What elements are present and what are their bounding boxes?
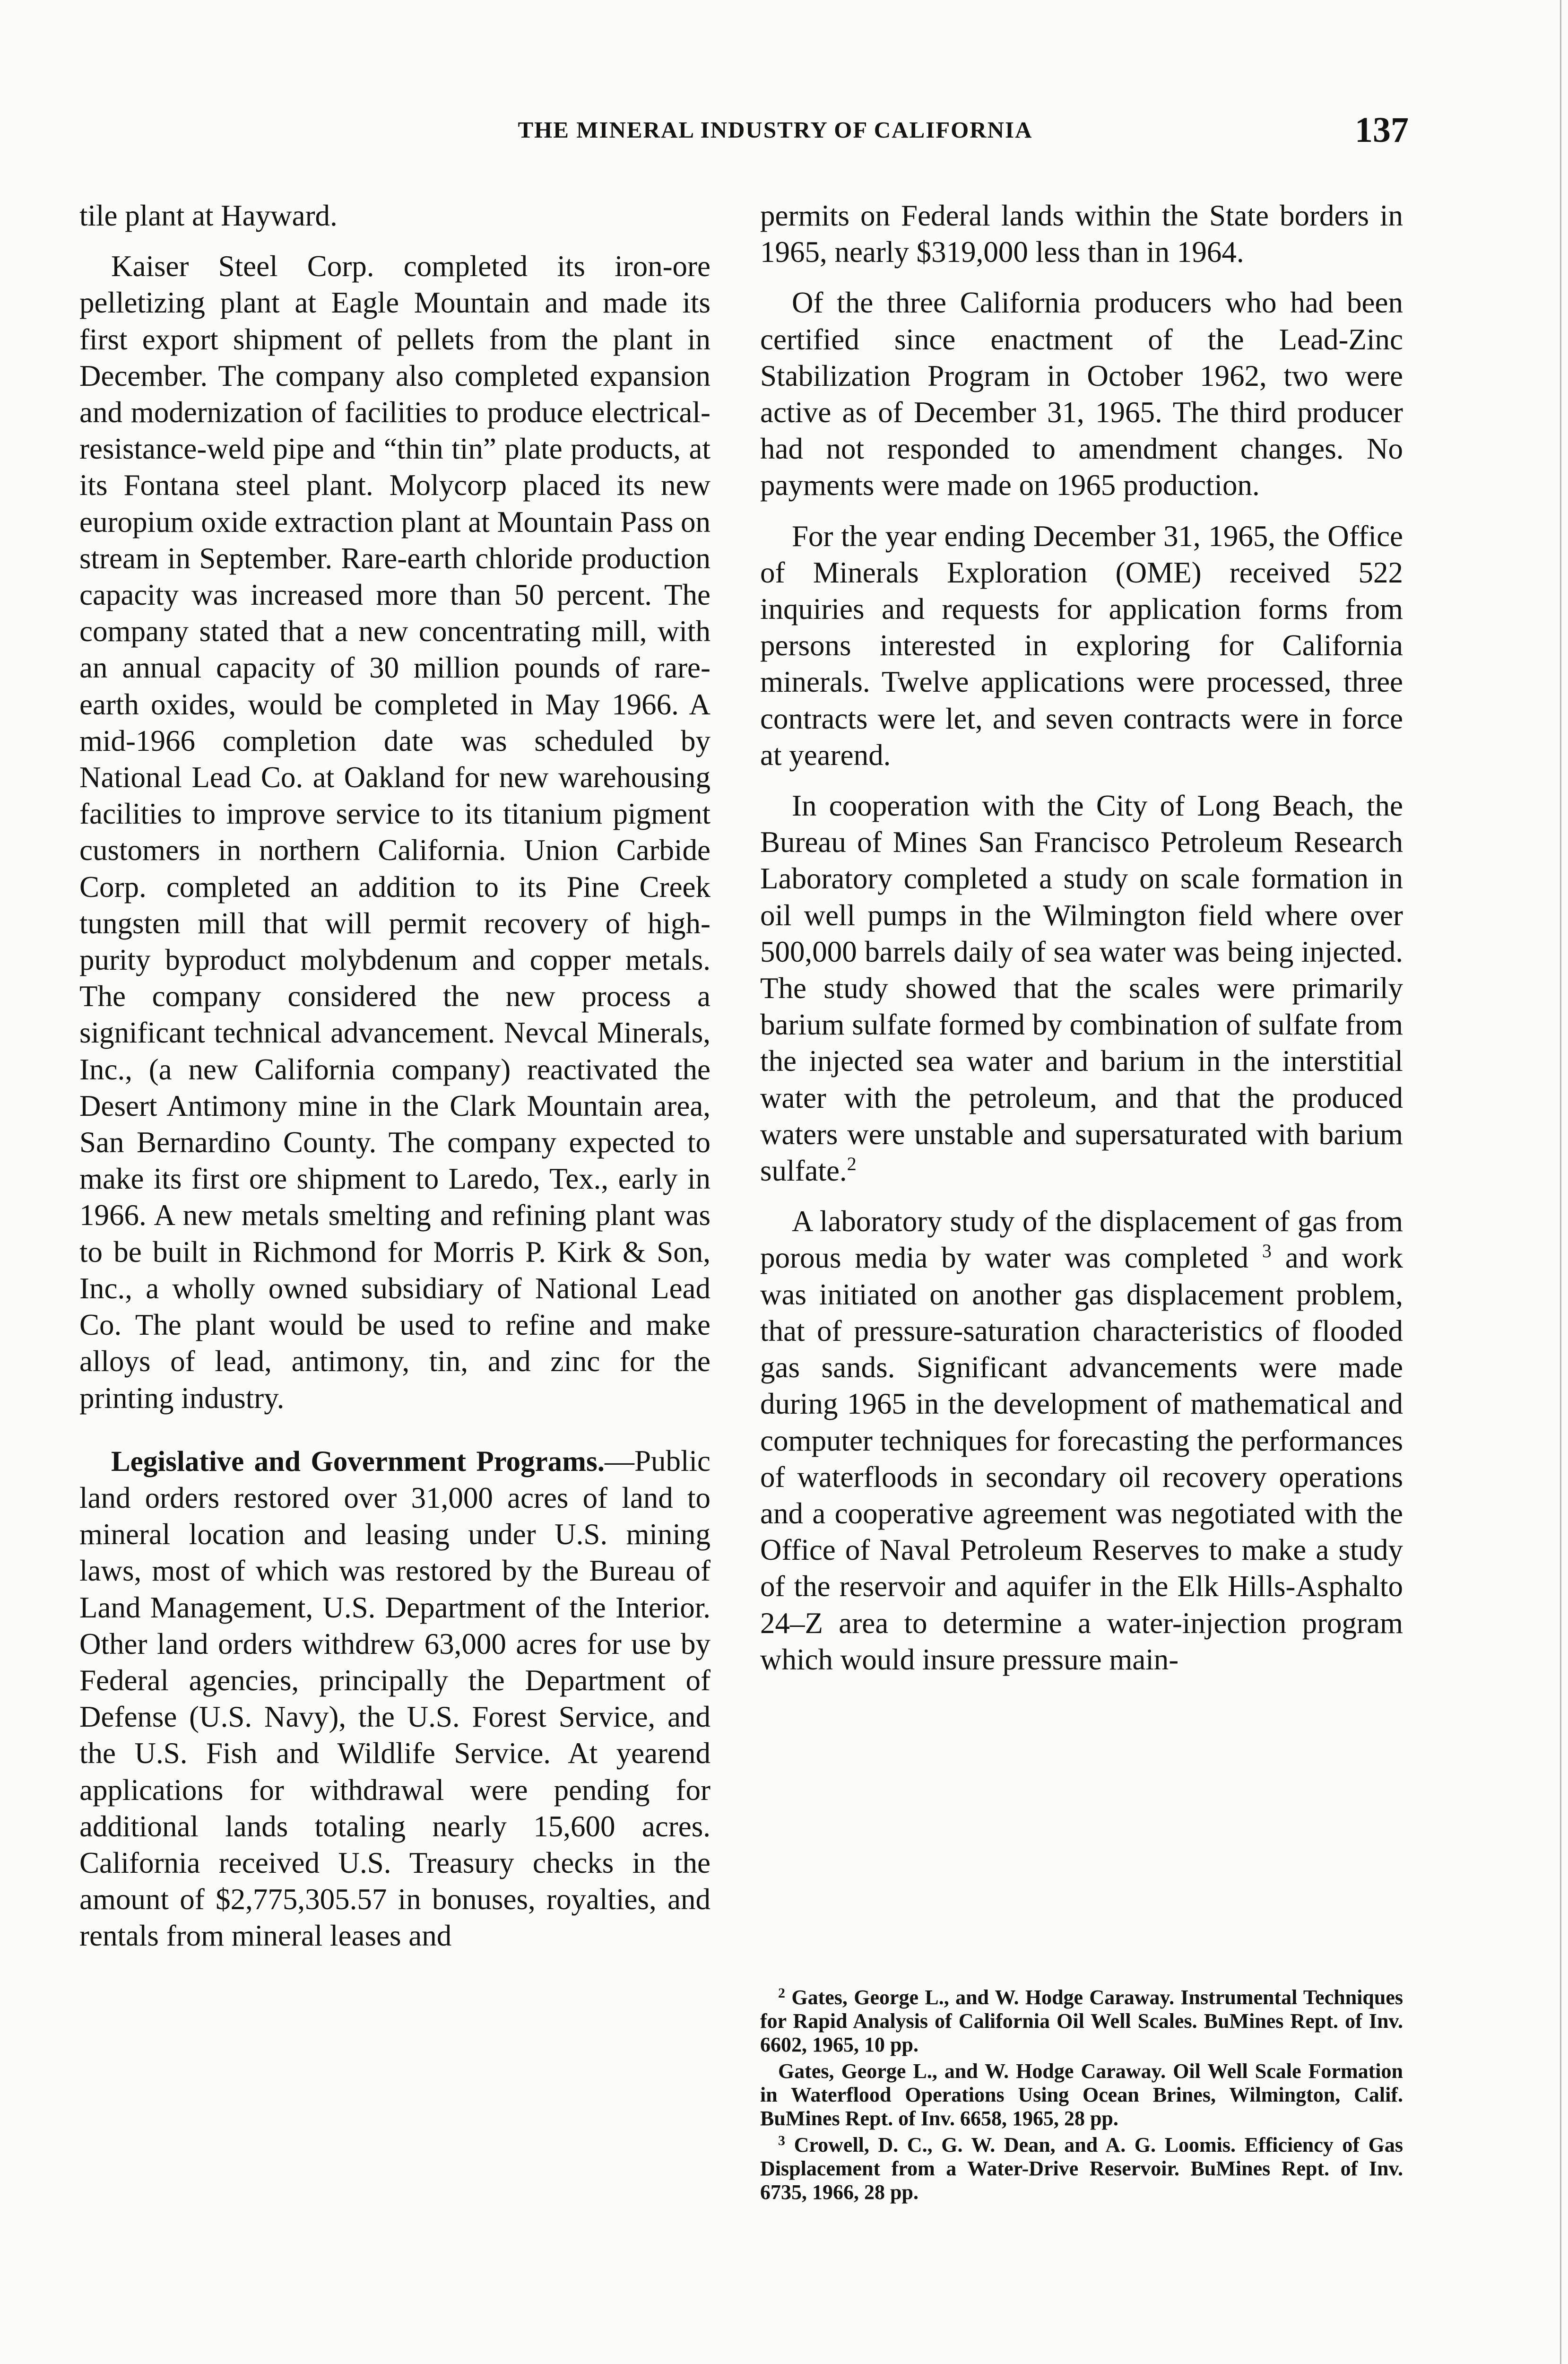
- footnote-text: Crowell, D. C., G. W. Dean, and A. G. Loomis. Efficiency of Gas Displacement from a Water-Drive Reservoir. BuMines Rept. of Inv. 6735, 1966, 28 pp.: [760, 2133, 1403, 2204]
- footnotes: [760, 1986, 1403, 2207]
- paragraph-text: —Public land orders restored over 31,000 acres of land to mineral location and leasing under U.S. mining laws, most of which was restored by the Bureau of Land Management, U.S. Department of the Interior. Other land orders withdrew 63,000 acres for use by Federal agencies, principally the Department of Defense (U.S. Navy), the U.S. Forest Service, and the U.S. Fish and Wildlife Service. At yearend applications for withdrawal were pending for additional lands totaling nearly 15,600 acres. California received U.S. Treasury checks in the amount of $2,775,305.57 in bonuses, royalties, and rentals from mineral leases and: [79, 1444, 710, 1953]
- footnote-reference[interactable]: 3: [1262, 1240, 1272, 1262]
- paragraph-lead-zinc-program: Of the three California producers who had been certified since enactment of the Lead-Zinc Stabilization Program in October 1962, two were active as of December 31, 1965. The third producer had not responded to amendment changes. No payments were made on 1965 production.: [760, 286, 1403, 502]
- paragraph-gas-displacement: [760, 1203, 1403, 1678]
- running-head: THE MINERAL INDUSTRY OF CALIFORNIA: [518, 117, 1033, 143]
- footnote-2b: Gates, George L., and W. Hodge Caraway. Oil Well Scale Formation in Waterflood Operations Using Ocean Brines, Wilmington, Calif. BuMines Rept. of Inv. 6658, 1965, 28 pp.: [760, 2060, 1403, 2130]
- left-column: [79, 198, 710, 1969]
- footnote-reference[interactable]: 2: [847, 1153, 857, 1175]
- paragraph-legislative-programs: [79, 1443, 710, 1955]
- page-number: 137: [1355, 110, 1409, 150]
- footnote-marker: 3: [778, 2133, 785, 2148]
- footnote-text: Gates, George L., and W. Hodge Caraway. Instrumental Techniques for Rapid Analysis of California Oil Well Scales. BuMines Rept. of Inv. 6602, 1965, 10 pp.: [760, 1986, 1403, 2056]
- paragraph-scale-study: [760, 788, 1403, 1189]
- footnote-3: [760, 2133, 1403, 2204]
- paragraph-continuation: tile plant at Hayward.: [79, 199, 338, 232]
- paragraph-text: A laboratory study of the displacement of gas from porous media by water was completed: [760, 1205, 1403, 1275]
- footnote-marker: 2: [778, 1985, 785, 2001]
- scan-edge-line: [1560, 0, 1561, 2364]
- paragraph-text: and work was initiated on another gas displacement problem, that of pressure-saturation characteristics of flooded gas sands. Significant advancements were made during 1965 in the development of mathematical and computer techniques for forecasting the performances of waterfloods in secondary oil recovery operations and a cooperative agreement was negotiated with the Office of Naval Petroleum Reserves to make a study of the reservoir and aquifer in the Elk Hills-Asphalto 24–Z area to determine a water-injection program which would insure pressure main-: [760, 1241, 1403, 1676]
- footnote-2a: [760, 1986, 1403, 2057]
- paragraph-text: In cooperation with the City of Long Beach, the Bureau of Mines San Francisco Petroleum Research Laboratory completed a study on scale formation in oil well pumps in the Wilmington field where over 500,000 barrels daily of sea water was being injected. The study showed that the scales were primarily barium sulfate formed by combination of sulfate from the injected sea water and barium in the interstitial water with the petroleum, and that the produced waters were unstable and supersaturated with barium sulfate.: [760, 789, 1403, 1188]
- right-column: [760, 198, 1403, 1692]
- section-heading: Legislative and Government Programs.: [111, 1445, 605, 1478]
- paragraph-continuation: permits on Federal lands within the State borders in 1965, nearly $319,000 less than in 1964.: [760, 199, 1403, 269]
- paragraph-ome: For the year ending December 31, 1965, the Office of Minerals Exploration (OME) received 522 inquiries and requests for application forms from persons interested in exploring for California minerals. Twelve applications were processed, three contracts were let, and seven contracts were in force at yearend.: [760, 519, 1403, 772]
- paragraph-industry-developments: Kaiser Steel Corp. completed its iron-ore pelletizing plant at Eagle Mountain and made its first export shipment of pellets from the plant in December. The company also completed expansion and modernization of facilities to produce electrical-resistance-weld pipe and “thin tin” plate products, at its Fontana steel plant. Molycorp placed its new europium oxide extraction plant at Mountain Pass on stream in September. Rare-earth chloride production capacity was increased more than 50 percent. The company stated that a new concentrating mill, with an annual capacity of 30 million pounds of rare-earth oxides, would be completed in May 1966. A mid-1966 completion date was scheduled by National Lead Co. at Oakland for new warehousing facilities to improve service to its titanium pigment customers in northern California. Union Carbide Corp. completed an addition to its Pine Creek tungsten mill that will permit recovery of high-purity byproduct molybdenum and copper metals. The company considered the new process a significant technical advancement. Nevcal Minerals, Inc., (a new California company) reactivated the Desert Antimony mine in the Clark Mountain area, San Bernardino County. The company expected to make its first ore shipment to Laredo, Tex., early in 1966. A new metals smelting and refining plant was to be built in Richmond for Morris P. Kirk & Son, Inc., a wholly owned subsidiary of National Lead Co. The plant would be used to refine and make alloys of lead, antimony, tin, and zinc for the printing industry.: [79, 250, 710, 1415]
